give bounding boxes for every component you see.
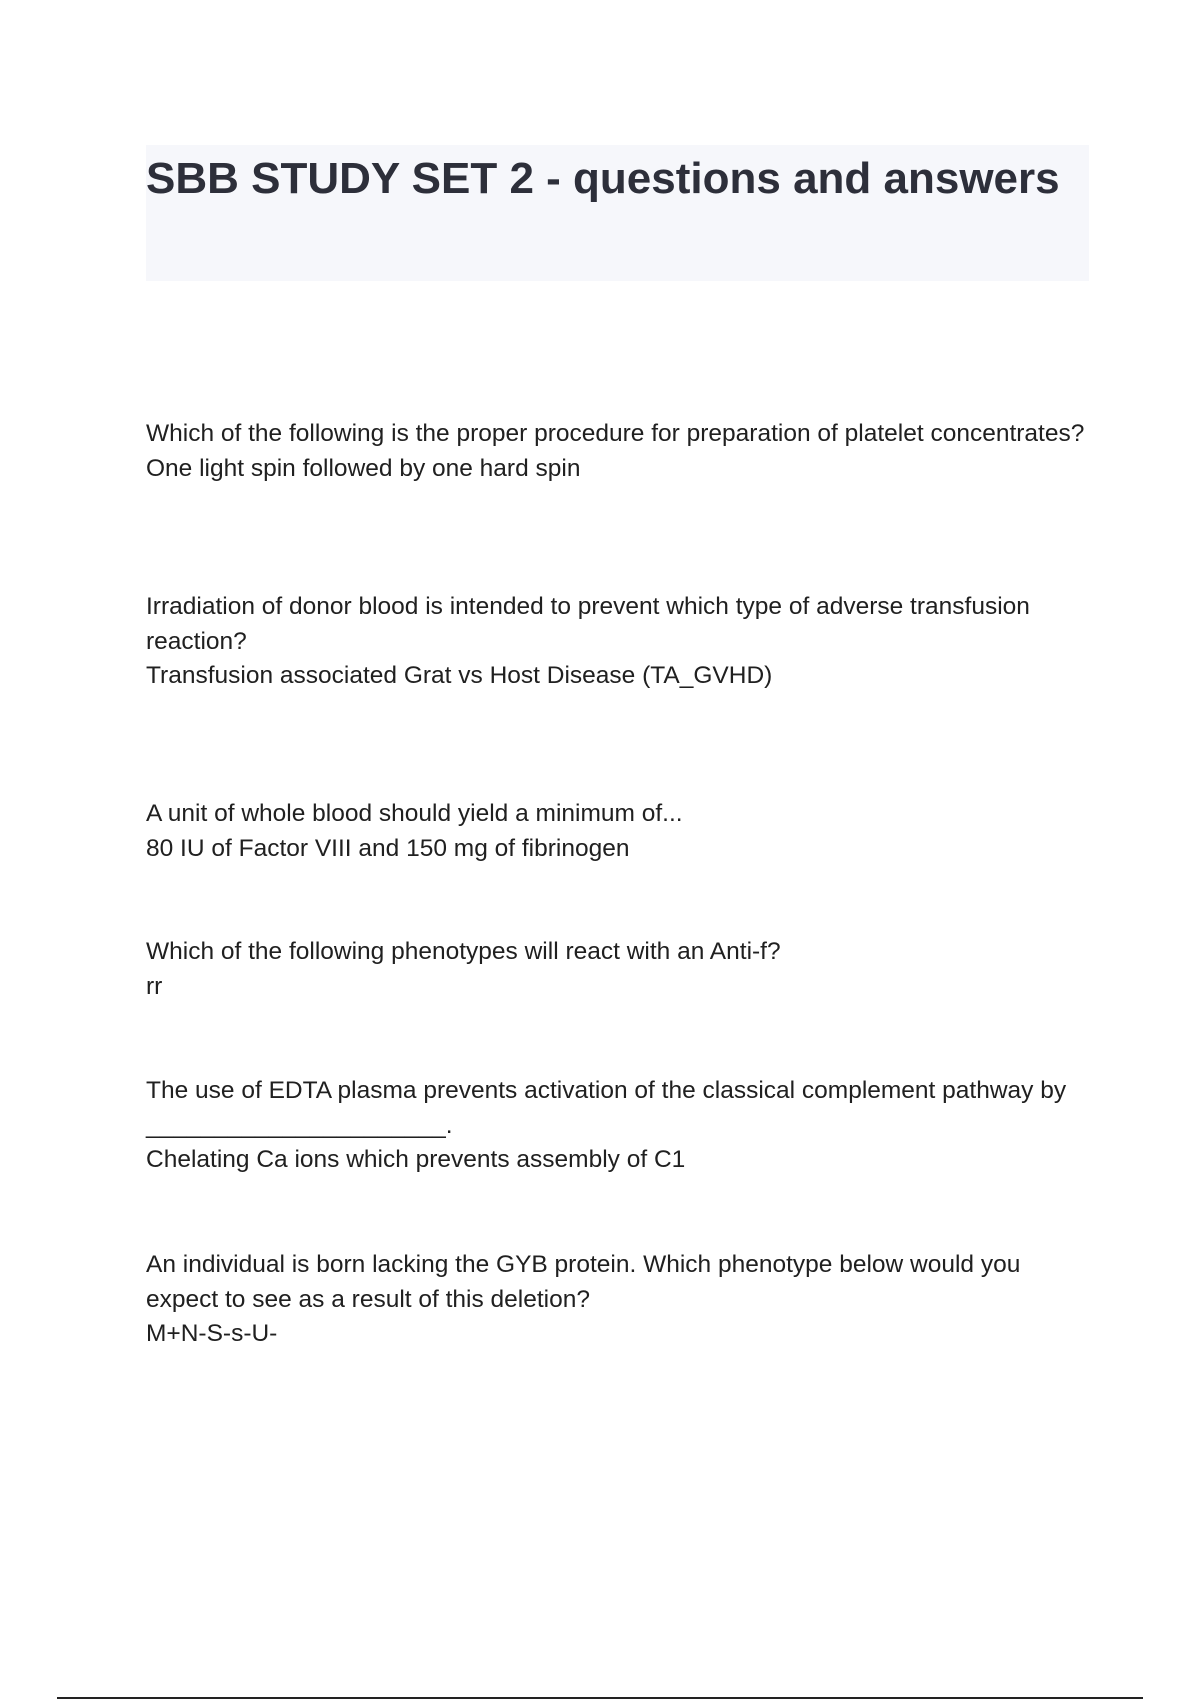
qa-item [146, 1248, 1086, 1352]
question-text: An individual is born lacking the GYB protein. Which phenotype below would you expect to see as a result of this deletion? [146, 1251, 1021, 1313]
question-text: The use of EDTA plasma prevents activation of the classical complement pathway by ______________________. [146, 1077, 1067, 1139]
answer-text: M+N-S-s-U- [146, 1320, 278, 1347]
document-title: SBB STUDY SET 2 - questions and answers [146, 154, 1060, 203]
qa-item [146, 590, 1086, 694]
qa-item [146, 1074, 1086, 1178]
qa-item [146, 935, 1086, 1004]
question-text: Which of the following is the proper procedure for preparation of platelet concentrates? [146, 420, 1085, 447]
qa-item [146, 417, 1086, 486]
question-text: A unit of whole blood should yield a minimum of... [146, 800, 683, 827]
footer-divider [57, 1697, 1143, 1699]
answer-text: One light spin followed by one hard spin [146, 454, 581, 482]
title-banner [146, 145, 1089, 281]
question-text: Irradiation of donor blood is intended to prevent which type of adverse transfusion reaction? [146, 593, 1030, 655]
qa-item [146, 797, 1086, 866]
answer-text: Chelating Ca ions which prevents assembly of C1 [146, 1146, 686, 1173]
question-text: Which of the following phenotypes will react with an Anti-f? [146, 938, 781, 965]
answer-text: Transfusion associated Grat vs Host Disease (TA_GVHD) [146, 662, 773, 689]
answer-text: 80 IU of Factor VIII and 150 mg of fibrinogen [146, 834, 630, 862]
answer-text: rr [146, 972, 163, 1000]
